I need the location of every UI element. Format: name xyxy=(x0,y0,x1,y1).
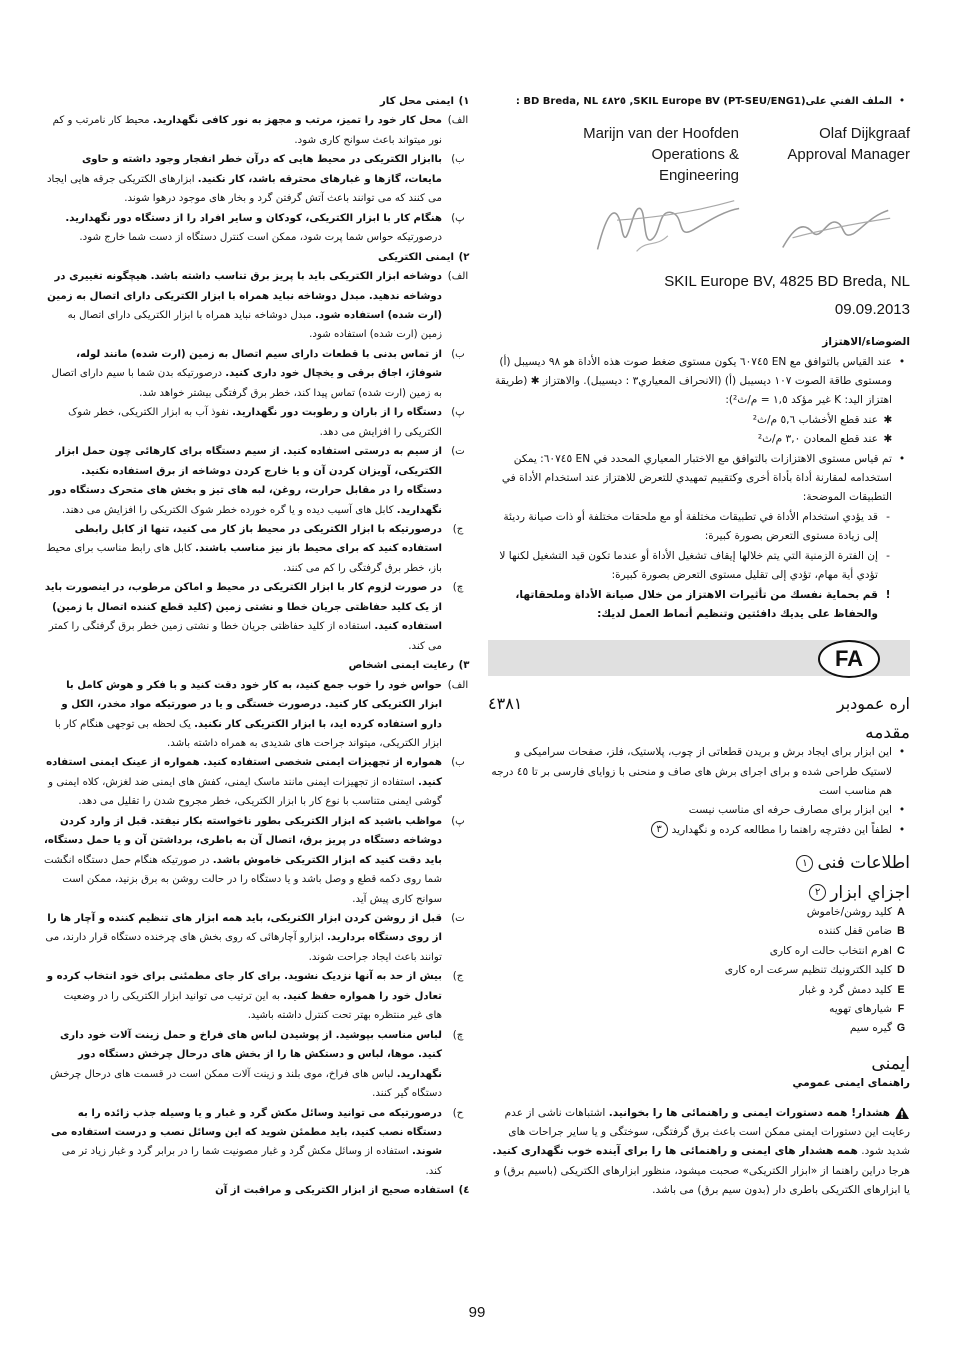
signatures xyxy=(488,190,910,266)
safety-item: پ) مواظب باشيد كه ابزار الكتريكی بطور ناخواسته بكار نيفتد. قبل از وارد كردن دوشاخه دستگاه در پريز برق، اتصال آن به باطری، برداشتن آن و يا حمل دستگاه، بايد دقت كنيد كه ابزار الكتريكی خاموش باشد. در صورتيكه هنگام حمل دستگاه انگشت شما روی دكمه قطع و وصل باشد و يا دستگاه را در حالت روشن به برق بزنيد، ممكن است سوانح كاری پيش آيد. xyxy=(43,815,465,905)
section-1-heading: ١) ايمنی محل كار xyxy=(379,96,470,107)
intro-heading: مقدمه xyxy=(865,722,910,743)
part-item: A کليد روشن/خاموش xyxy=(806,905,905,918)
section-4-heading: ٤) استفاده صحيح از ابزار الكتريكی و مراقبت از آن xyxy=(215,1185,470,1197)
tool-name: اره عمودبر xyxy=(836,694,910,714)
signatory-names xyxy=(488,123,910,186)
safety-item: ت) قبل از روشن كردن ابزار الكتريكی، بايد همه ابزار های تنظيم كننده و آچار ها را از روی دستگاه برداريد. ابزارو آچارهائی كه روی بخش های چرخنده دستگاه قرار دارند، می توانند باعث ايجاد جراحت شوند. xyxy=(45,913,465,963)
safety-item: الف) دوشاخه ابزار الکتريکی بايد با پريز برق تناسب داشته باشد. هيچگونه تغييری در دوشاخه ندهيد. مبدل دوشاخه نبايد همراه با ابزار الكتريكی دارای اتصال به زمين (ارت شده) استفاده شود. مبدل دوشاخه نبايد همراه با ابزار الكتريكی دارای اتصال به زمين (ارت شده) استفاده شود. xyxy=(47,271,469,341)
intro-list xyxy=(488,743,910,840)
signature-2-image xyxy=(578,190,773,266)
noise-item: - إن الفترة الزمنية التي يتم خلالها إيقاف تشغيل الأداة أو عندما تكون قيد التشغيل لكنها لا تؤدي أية مهام، تؤدي إلى تقليل مستوى التعرض بصورة كبيرة: xyxy=(499,549,890,582)
safety-subheading: راهنمای ايمنی عمومي xyxy=(792,1077,910,1090)
signatory-2-name: Marijn van der Hoofden xyxy=(583,125,739,143)
left-column xyxy=(44,92,472,1201)
noise-warning: ! قم بحماية نفسك من تأثيرات الاهتزاز من خلال صيانة الأداة وملحقاتها، والحفاظ على يديك دافئتين وتنظيم أنماط العمل لديك: xyxy=(515,588,891,620)
language-badge: FA xyxy=(818,640,880,678)
technical-file-line xyxy=(488,92,910,111)
noise-item: ✱ عند قطع المعادن ٣,٠ م/ث² xyxy=(757,433,893,446)
safety-item: الف) حواس خود را خوب جمع كنيد، به كار خود دقت كنيد و با فكر و هوش كامل با ابزار الكتريكی كار كنيد. درصورت خستگی و يا در صورتيكه مواد مخدر، الكل و دارو استفاده كرده ايد، با ابزار الكتريكی كار نكنيد. يک لحظه بی توجهی هنگام كار با ابزار الكتريكی، ميتواند جراحت های شديدی به همراه داشته باشد. xyxy=(54,679,469,749)
model-number: ٤٣٨١ xyxy=(488,694,523,714)
language-band xyxy=(488,640,910,676)
safety-item: چ) در صورت لزوم كار با ابزار الكتريكی در محيط و اماكن مرطوب، در اينصورت بايد از يک كليد حفاظتی جريان خطا و نشتی زمين (كليد قطع كننده اتصال با زمين) استفاده كنيد. استفاده از كليد حفاظتی جريان خطا و نشتی زمين خطر برق گرفتگی را كمتر می كند. xyxy=(44,582,464,652)
company-address: SKIL Europe BV, 4825 BD Breda, NL xyxy=(664,273,910,291)
figure-ref: ١ xyxy=(796,855,813,872)
part-item: D کليد الكترونيك تنظيم سرعت اره كاری xyxy=(724,964,905,977)
section-3-heading: ٣) رعايت ايمنی اشخاص xyxy=(348,660,470,672)
noise-list xyxy=(488,353,910,625)
safety-item: ج) بيش از حد به آنها نزديک نشويد. برای كار جای مطمئنی برای خود انتخاب كرده و تعادل خود را همواره حفظ كنيد. به اين ترتيب می توانيد ابزار الكتريكی را در وضعيت های غير منتظره بهتر تحت كنترل داشته باشيد. xyxy=(46,971,464,1022)
noise-item: ✱ عند قطع الأخشاب ٥,٦ م/ث² xyxy=(752,413,893,426)
section-2-heading: ٢) ايمنی الكتريكی xyxy=(378,251,470,263)
part-item: C اهرم انتخاب حالت اره کاری xyxy=(769,944,905,957)
safety-item: ب) باابزار الكتريكی در محيط هايی كه درآن خطر انفجار وجود داشته و حاوی مايعات، گازها و غبارهای محترقه باشد، كار نكنيد. ابزارهای الكتريكی جرقه هايی ايجاد می كنند كه می توانند باعث آتش گرفتن گرد و بخار های موجود درهوا شوند. xyxy=(46,154,465,205)
noise-heading: الضوضاء/الاهتزاز xyxy=(822,336,910,349)
right-column xyxy=(488,92,910,1201)
signatory-1-name: Olaf Dijkgraaf xyxy=(819,125,910,143)
parts-list xyxy=(488,903,910,1039)
figure-ref: ٢ xyxy=(809,884,826,901)
part-item: B ضامن قفل کننده xyxy=(818,925,905,938)
part-item: E کليد دمش گرد و غبار xyxy=(799,983,905,996)
page-number: 99 xyxy=(468,1304,486,1321)
noise-item: - قد يؤدي استخدام الأداة في تطبيقات مختلفة أو مع ملحقات مختلفة أو ذات صيانة رديئة إلى زيادة مستوى التعرض بصورة كبيرة: xyxy=(503,510,890,543)
safety-item: چ) لباس مناسب بپوشيد. از پوشيدن لباس های فراخ و حمل زينت آلات خود داری كنيد. موها، لباس و دستكش ها را از بخش های درحال چرخش دستگاه دور نگهداريد. لباس های فراخ، موی بلند و زينت آلات ممكن است در قسمت های درحال چرخش دستگاه گير كنند. xyxy=(50,1029,464,1100)
safety-item: پ) هنگام كار با ابزار الكتريكی، كودكان و ساير افراد را از دستگاه دور نگهداريد. درصورتيكه حواس شما پرت شود، ممكن است كنترل دستگاه از دست شما خارج شود. xyxy=(65,212,465,244)
part-item: F شيارهای تهويه xyxy=(829,1003,905,1015)
noise-item: • عند القياس بالتوافق مع EN ٦٠٧٤٥ يكون مستوى ضغط صوت هذه الأداة هو ٩٨ ديسيبل (أ) ومستوى طاقة الصوت ١٠٧ ديسيبل (أ) (الانحراف المعياري٣ : ديسيبل). والاهتزاز ✱ (طريقة اهتزاز اليد: K غير مؤكد ١,٥ = م/ث²): xyxy=(495,355,906,407)
intro-item: • این ابزار برای ایجاد برش و بریدن قطعاتی از چوب، پلاستیک، فلز، صفحات سرامیکی و لاستیک طراحی شده و برای اجرای برش های صاف و منحنی با زوایای فارسی بر تا ٤٥ درجه هم مناسب است xyxy=(491,746,906,797)
safety-item: ت) از سيم به درستی استفاده كنيد. از سيم دستگاه برای كارهائی چون حمل ابزار الكتريكی، آويزان كردن آن و يا خارج كردن دوشاخه از برق استفاده نكنيد. دستگاه را در مقابل حرارت، روغن، لبه های تيز و بخش های متحرک دستگاه دور نگهداريد. كابل های آسيب ديده و يا گره خورده خطر شوک الكتريكی را افزايش می دهند. xyxy=(49,446,465,516)
safety-heading: ايمنی xyxy=(871,1053,910,1074)
safety-item: ح) درصورتيكه می توانيد وسائل مكش گرد و غبار و يا وسيله جذب زائده را به دستگاه نصب كنيد، بايد مطمئن شويد كه اين وسائل نصب و درست استفاده می شوند. استفاده از وسائل مكش گرد و غبار مصونيت شما را در برابر گرد و غبار زياد تر می كند. xyxy=(50,1107,464,1177)
bullet: • xyxy=(898,95,906,107)
noise-item: • تم قياس مستوى الاهتزازات بالتوافق مع الاختبار المعياري المحدد في EN ٦٠٧٤٥: يمكن استخدامه لمقارنة أداة بأداة أخرى وكتقييم تمهيدي للتعرض للاهتزاز عند استخدام الأداة في التطبيقات الموضحة: xyxy=(501,452,906,504)
signatory-2-title: Operations & Engineering xyxy=(651,146,739,185)
safety-item: ج) درصورتيكه با ابزار الكتريكی در محيط باز كار می كنيد، تنها از كابل رابطی استفاده كنيد كه برای محيط باز نيز مناسب باشند. كابل های رابط مناسب برای محيط باز، خطر برق گرفتگی را كم می كنند. xyxy=(46,523,464,574)
specs-heading: اطلاعات فنی١ xyxy=(488,854,910,873)
intro-item: • این ابزار برای مصارف حرفه ای مناسب نیست xyxy=(688,804,906,817)
technical-file-text: الملف الفني علىSKIL Europe BV (PT-SEU/ENG1), ٤٨٢٥ BD Breda, NL : xyxy=(515,96,892,107)
declaration-date: 09.09.2013 xyxy=(834,300,910,318)
signatory-1-title: Approval Manager xyxy=(787,146,910,164)
safety-item: ب) از تماس بدنی با قطعات دارای سيم اتصال به زمين (ارت شده) مانند لوله، شوفاژ، اجاق برقی و يخچال خود داری كنيد. درصورتيكه بدن شما با سيم دارای اتصال به زمين (ارت شده) تماس پيدا كند، خطر برق گرفتگی بيشتر خواهد شد. xyxy=(51,348,465,399)
safety-item: پ) دستگاه را از باران و رطوبت دور نگهداريد. نفوذ آب به ابزار الكتريكی، خطر شوک الكتريكی را افزايش می دهد. xyxy=(68,407,465,438)
figure-ref: ٣ xyxy=(651,821,668,838)
tool-title-row xyxy=(488,694,910,713)
safety-item: ب) همواره از تجهيزات ايمنی شخصی استفاده كنيد. همواره از عينک ايمنی استفاده كنيد. استفاده از تجهيزات ايمنی مانند ماسک ايمنی، كفش های ايمنی ضد لغزش، كلاه ايمنی و گوشی ايمنی متناسب با نوع كار با ابزار الكتريكی، خطر مجروح شدن را تقليل می دهد. xyxy=(46,757,465,808)
parts-heading: اجزاي ابزار٢ xyxy=(488,884,910,903)
warning-icon xyxy=(894,1106,910,1120)
general-warning: هشدار! همه دستورات ايمنی و راهنمائی ها را بخوانيد. اشتباهات ناشی از عدم رعايت اين دستورات ايمنی ممکن است باعث برق گرفتگی، سوختگی و يا سایر جراحات های شديد شود. همه هشدار های ايمنی و راهنمائی ها را برای آينده خوب نگهداری کنيد. هرجا دراين راهنما از «ابزار الکتريکی» صحبت ميشود، منظور ابزارهای الکتريکی (باسيم برق) و يا ابزارهای الکتريکی باطری دار (بدون سيم برق) می باشد. xyxy=(492,1106,910,1197)
intro-item: • لطفاً این دفترچه راهنما را مطالعه کرده و نگهدارید٣ xyxy=(488,821,910,840)
part-item: G گيره سيم xyxy=(849,1022,906,1035)
signature-1-image xyxy=(773,190,910,266)
safety-item: الف) محل کار خود را تميز، مرتب و مجهز به نور کافی نگهداريد. محيط كار نامرتب و كم نور ميتواند باعث سوانح كاری شود. xyxy=(52,115,469,146)
